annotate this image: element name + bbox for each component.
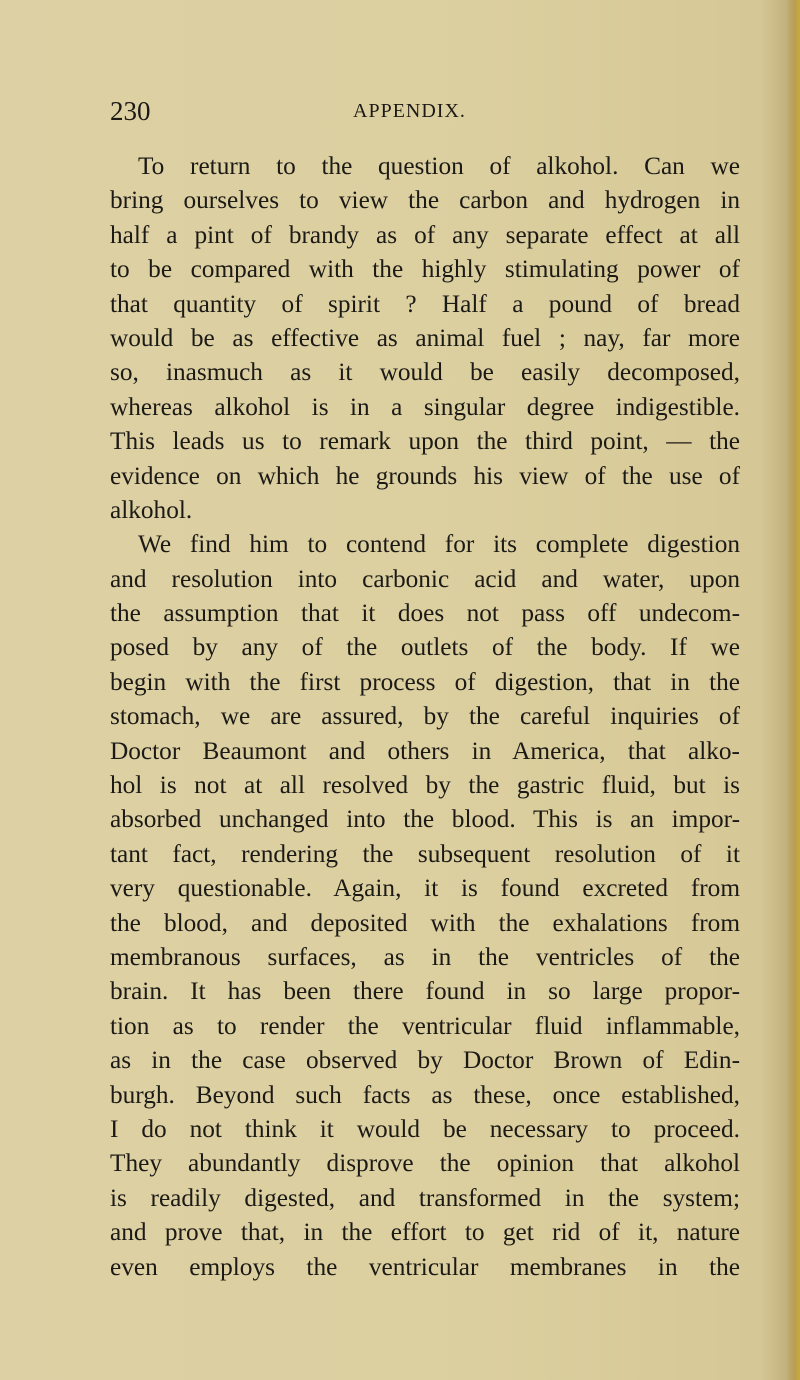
text-line: very questionable. Again, it is found excreted from — [110, 874, 740, 903]
text-line: stomach, we are assured, by the careful inquiries of — [110, 702, 740, 731]
text-line: We find him to contend for its complete digestion — [138, 530, 740, 559]
page-edge — [786, 0, 800, 1380]
text-line: half a pint of brandy as of any separate effect at all — [110, 220, 740, 249]
text-line: the assumption that it does not pass off undecom- — [110, 599, 740, 628]
text-line: brain. It has been there found in so large propor- — [110, 977, 740, 1006]
text-line: alkohol. — [110, 495, 193, 524]
text-line: burgh. Beyond such facts as these, once established, — [110, 1080, 740, 1109]
text-line: to be compared with the highly stimulating power of — [110, 255, 740, 284]
text-line: is readily digested, and transformed in the system; — [110, 1183, 740, 1212]
text-line: begin with the first process of digestion, that in the — [110, 667, 740, 696]
text-line: posed by any of the outlets of the body. If we — [110, 633, 740, 662]
text-line: tant fact, rendering the subsequent resolution of it — [110, 839, 740, 868]
page-header — [110, 96, 740, 136]
text-line: absorbed unchanged into the blood. This is an impor- — [110, 805, 740, 834]
text-line: To return to the question of alkohol. Can we — [138, 152, 740, 180]
text-line: so, inasmuch as it would be easily decomposed, — [110, 358, 740, 387]
page-number: 230 — [110, 96, 151, 126]
text-line: the blood, and deposited with the exhalations from — [110, 908, 740, 937]
text-line: membranous surfaces, as in the ventricles of the — [110, 942, 740, 971]
text-line: that quantity of spirit ? Half a pound of bread — [110, 289, 740, 318]
text-line: They abundantly disprove the opinion that alkohol — [110, 1149, 740, 1178]
text-line: whereas alkohol is in a singular degree indigestible. — [110, 392, 740, 421]
text-line: Doctor Beaumont and others in America, that alko- — [110, 736, 740, 765]
text-line: I do not think it would be necessary to proceed. — [110, 1114, 740, 1143]
text-line: even employs the ventricular membranes in the — [110, 1252, 740, 1281]
text-line: bring ourselves to view the carbon and hydrogen in — [110, 186, 740, 215]
body-text — [110, 149, 740, 1284]
text-line: would be as effective as animal fuel ; nay, far more — [110, 323, 740, 352]
text-line: This leads us to remark upon the third point, — the — [110, 427, 740, 456]
text-line: and prove that, in the effort to get rid of it, nature — [110, 1218, 740, 1247]
text-line: and resolution into carbonic acid and water, upon — [110, 564, 740, 593]
text-line: tion as to render the ventricular fluid inflammable, — [110, 1011, 740, 1040]
text-line: hol is not at all resolved by the gastric fluid, but is — [110, 771, 740, 800]
text-line: as in the case observed by Doctor Brown of Edin- — [110, 1046, 740, 1075]
text-line: evidence on which he grounds his view of the use of — [110, 461, 740, 490]
running-head: APPENDIX. — [353, 100, 466, 122]
